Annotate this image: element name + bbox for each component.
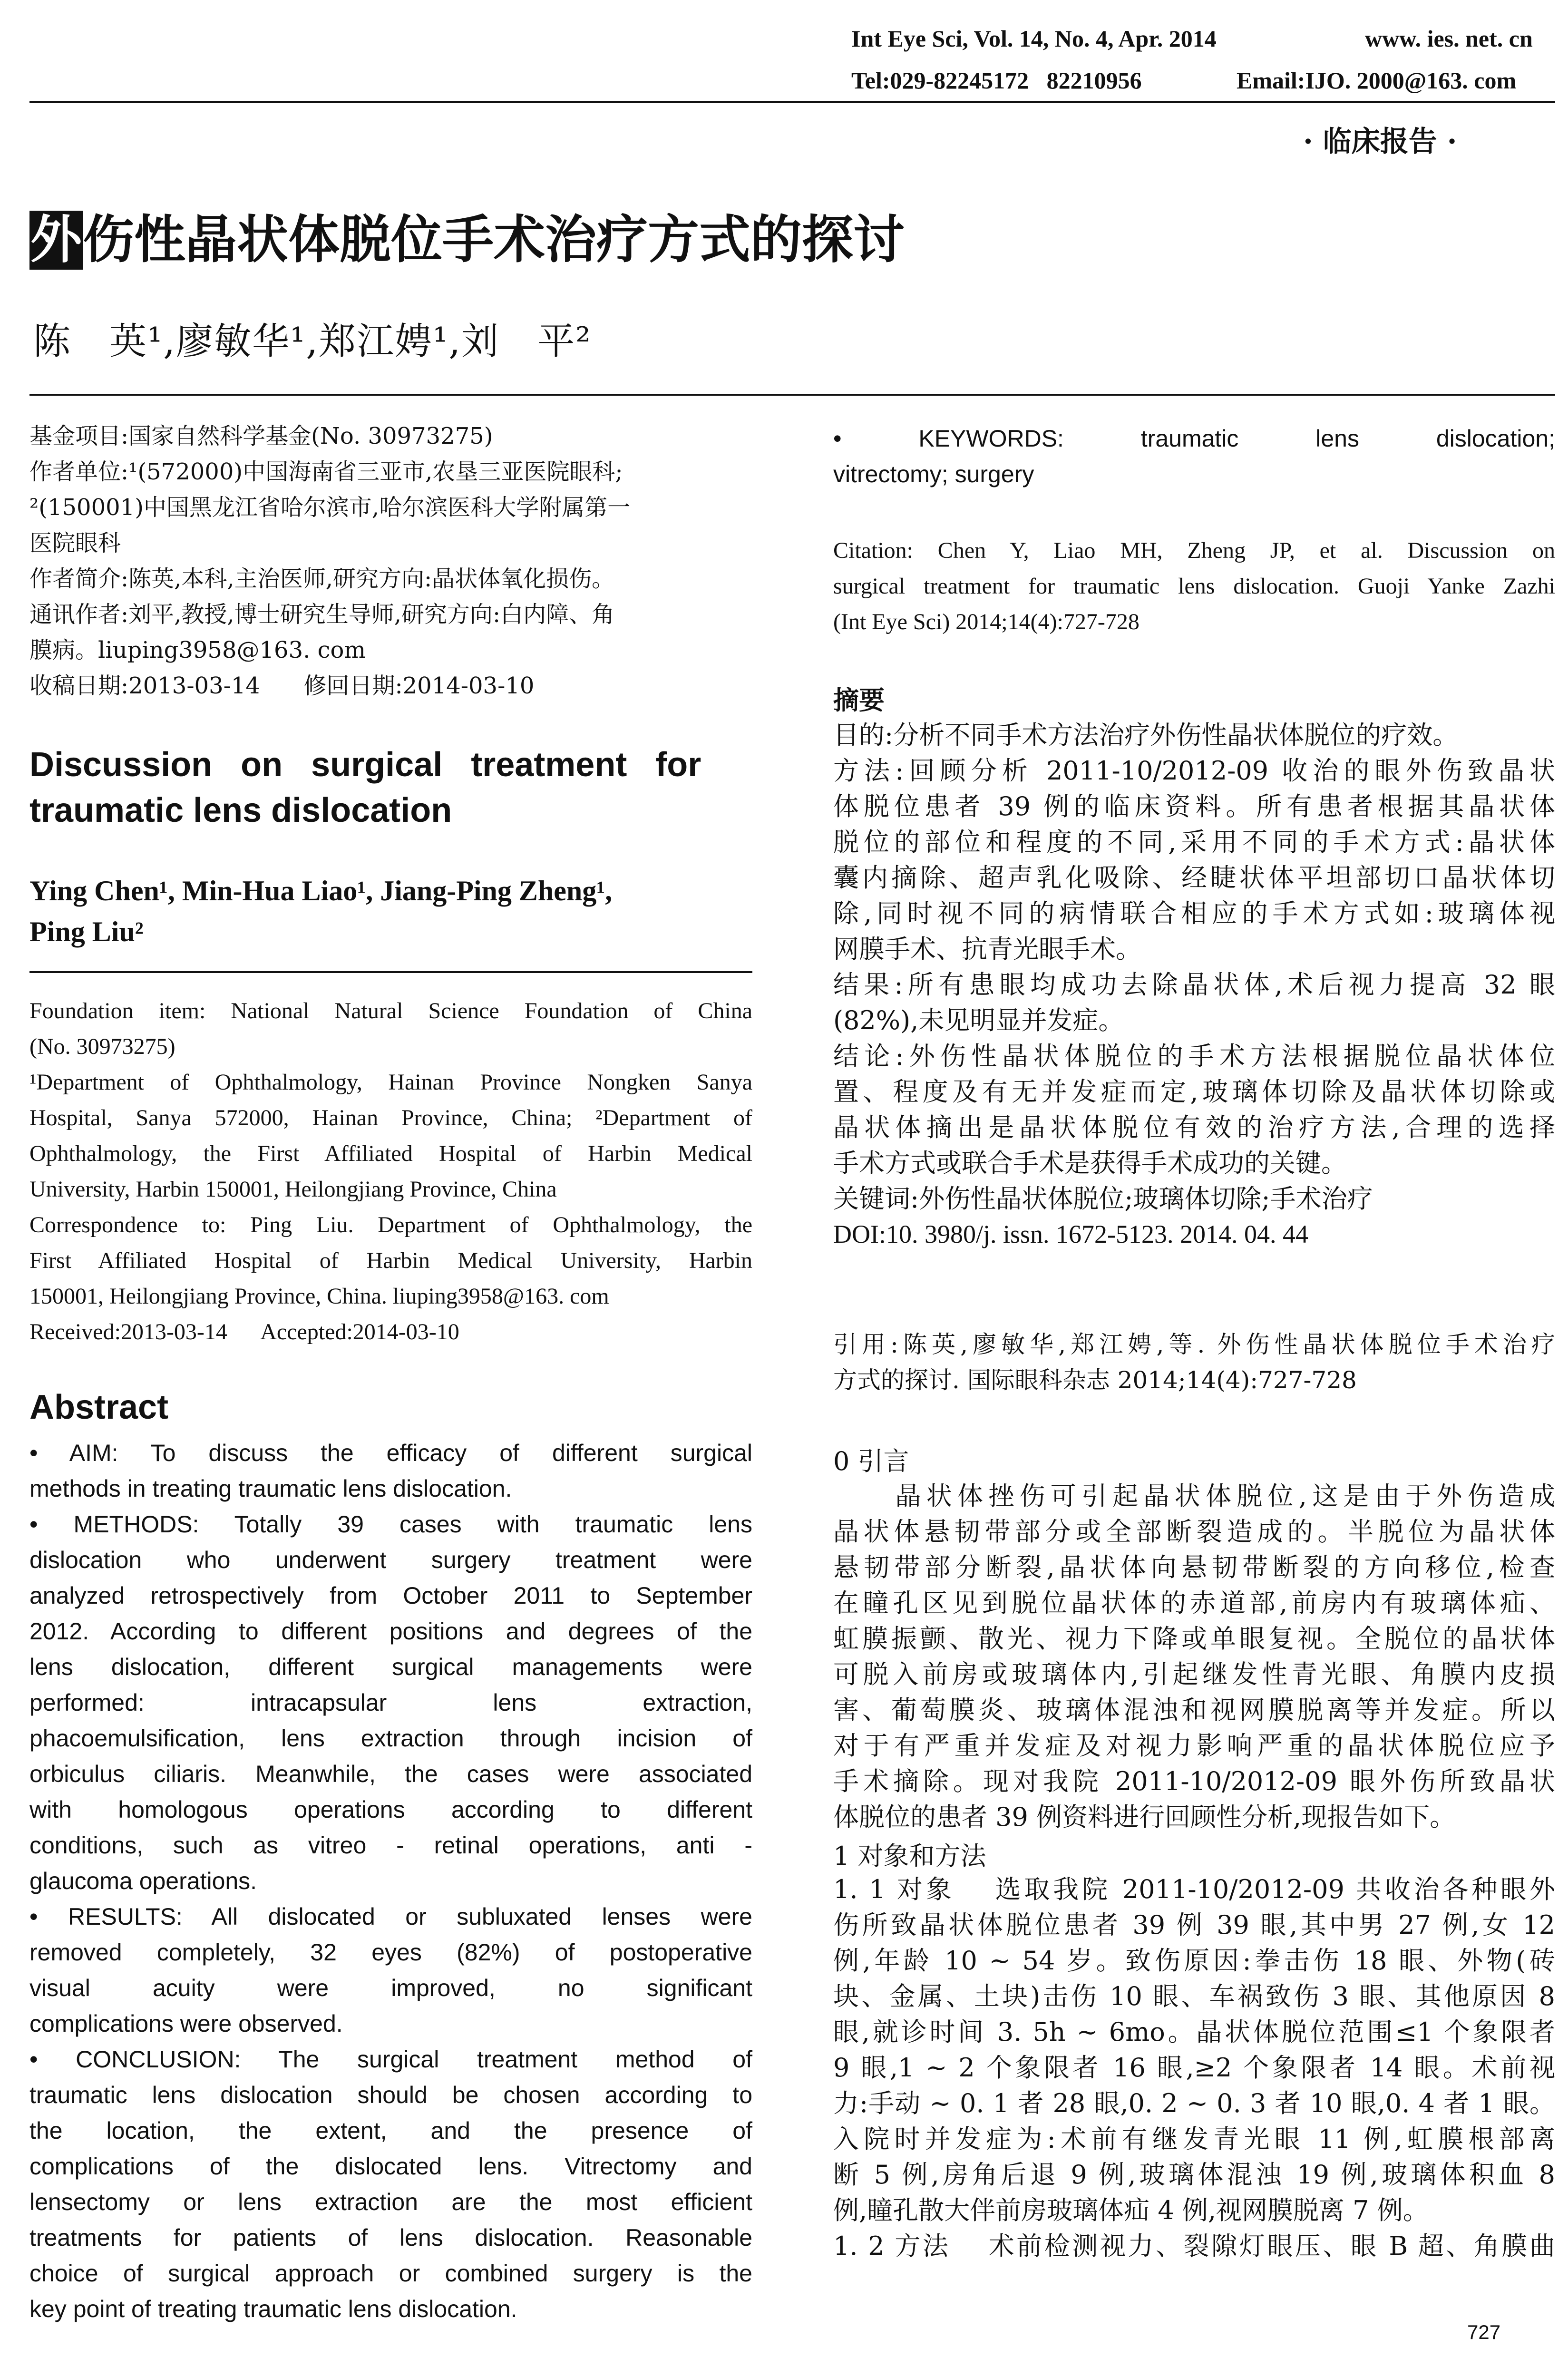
- cn-abstract-line: 脱位的部位和程度的不同,采用不同的手术方式:晶状体: [833, 827, 1555, 857]
- en-authors: [29, 870, 752, 952]
- citation-block: [833, 533, 1555, 640]
- cn-abstract-line: 手术方式或联合手术是获得手术成功的关键。: [833, 1148, 1347, 1178]
- journal-info: Int Eye Sci, Vol. 14, No. 4, Apr. 2014: [851, 25, 1217, 52]
- journal-tel: Tel:029-82245172 82210956: [851, 67, 1142, 94]
- page-number: 727: [1467, 2321, 1501, 2343]
- cn-citation-line: 方式的探讨. 国际眼科杂志 2014;14(4):727-728: [833, 1366, 1357, 1394]
- abstract-line: complications were observed.: [29, 2010, 343, 2037]
- methods-heading: 1 对象和方法: [833, 1841, 986, 1871]
- abstract-line: with homologous operations according to different: [29, 1796, 752, 1823]
- en-title-line-2: traumatic lens dislocation: [29, 791, 452, 829]
- correspondence-line: First Affiliated Hospital of Harbin Medical University, Harbin: [29, 1248, 752, 1273]
- methods-line: 9 眼,1 ~ 2 个象限者 16 眼,≥2 个象限者 14 眼。术前视: [833, 2053, 1555, 2083]
- intro-line: 晶状体悬韧带部分或全部断裂造成的。半脱位为晶状体: [833, 1517, 1555, 1547]
- intro-line: 对于有严重并发症及对视力影响严重的晶状体脱位应予: [833, 1731, 1555, 1761]
- abstract-line: phacoemulsification, lens extraction through incision of: [29, 1725, 752, 1752]
- header-rule: [29, 101, 1555, 103]
- meta-author-intro: 作者简介:陈英,本科,主治医师,研究方向:晶状体氧化损伤。: [29, 565, 615, 592]
- intro-line: 悬韧带部分断裂,晶状体向悬韧带断裂的方向移位,检查: [833, 1552, 1555, 1582]
- cn-abstract-heading: 摘要: [833, 685, 885, 715]
- intro-heading: 0 引言: [833, 1446, 909, 1476]
- abstract-line: conditions, such as vitreo - retinal operations, anti -: [29, 1832, 752, 1859]
- intro-line: 可脱入前房或玻璃体内,引起继发性青光眼、角膜内皮损: [833, 1659, 1555, 1689]
- intro-line: 体脱位的患者 39 例资料进行回顾性分析,现报告如下。: [833, 1802, 1456, 1832]
- meta-affiliation: 作者单位:¹(572000)中国海南省三亚市,农垦三亚医院眼科;: [29, 458, 623, 485]
- foundation-block: [29, 993, 752, 1350]
- authors-cn: 陈 英¹,廖敏华¹,郑江娉¹,刘 平²: [33, 320, 592, 363]
- foundation-line: University, Harbin 150001, Heilongjiang Province, China: [29, 1177, 557, 1202]
- correspondence-line: Correspondence to: Ping Liu. Department of Ophthalmology, the: [29, 1212, 752, 1237]
- abstract-body: [29, 1435, 752, 2327]
- meta-affiliation-3: 医院眼科: [29, 530, 121, 556]
- abstract-line: key point of treating traumatic lens dislocation.: [29, 2296, 517, 2322]
- cn-abstract-body: [833, 717, 1555, 1252]
- abstract-line: 2012. According to different positions and degrees of the: [29, 1618, 752, 1645]
- page-title: [29, 209, 905, 271]
- abstract-line: the location, the extent, and the presence of: [29, 2117, 752, 2144]
- abstract-line: analyzed retrospectively from October 2011 to September: [29, 1582, 752, 1609]
- cn-citation-line: 引用:陈英,廖敏华,郑江娉,等. 外伤性晶状体脱位手术治疗: [833, 1331, 1555, 1358]
- abstract-line: treatments for patients of lens dislocation. Reasonable: [29, 2224, 752, 2251]
- methods-line: 入院时并发症为:术前有继发青光眼 11 例,虹膜根部离: [833, 2124, 1555, 2154]
- intro-line: 虹膜振颤、散光、视力下降或单眼复视。全脱位的晶状体: [833, 1624, 1555, 1654]
- title-rule: [29, 394, 1555, 396]
- abstract-line: glaucoma operations.: [29, 1868, 257, 1894]
- methods-line: 例,瞳孔散大伴前房玻璃体疝 4 例,视网膜脱离 7 例。: [833, 2195, 1429, 2225]
- methods-line: 断 5 例,房角后退 9 例,玻璃体混浊 19 例,玻璃体积血 8: [833, 2160, 1555, 2190]
- abstract-line: performed: intracapsular lens extraction,: [29, 1689, 752, 1716]
- abstract-line: removed completely, 32 eyes (82%) of postoperative: [29, 1939, 752, 1966]
- methods-line: 1. 2 方法 术前检测视力、裂隙灯眼压、眼 B 超、角膜曲: [833, 2231, 1555, 2261]
- en-authors-rule: [29, 971, 752, 973]
- abstract-line: orbiculus ciliaris. Meanwhile, the cases were associated: [29, 1761, 752, 1787]
- intro-body: [833, 1478, 1555, 1835]
- citation-line: surgical treatment for traumatic lens dislocation. Guoji Yanke Zazhi: [833, 574, 1555, 599]
- cn-abstract-line: 关键词:外伤性晶状体脱位;玻璃体切除;手术治疗: [833, 1184, 1373, 1214]
- keywords-line: vitrectomy; surgery: [833, 461, 1034, 487]
- cn-abstract-line: 置、程度及有无并发症而定,玻璃体切除及晶状体切除或: [833, 1077, 1555, 1107]
- cn-abstract-line: 除,同时视不同的病情联合相应的手术方式如:玻璃体视: [833, 898, 1555, 928]
- methods-line: 伤所致晶状体脱位患者 39 例 39 眼,其中男 27 例,女 12: [833, 1910, 1555, 1940]
- en-title: [29, 742, 752, 833]
- cn-abstract-line: 体脱位患者 39 例的临床资料。所有患者根据其晶状体: [833, 791, 1555, 821]
- en-authors-line-2: Ping Liu²: [29, 916, 144, 947]
- meta-cn-block: [29, 419, 752, 704]
- methods-line: 例,年龄 10 ~ 54 岁。致伤原因:拳击伤 18 眼、外物(砖: [833, 1946, 1555, 1976]
- cn-abstract-line: 囊内摘除、超声乳化吸除、经睫状体平坦部切口晶状体切: [833, 863, 1555, 893]
- foundation-line: Foundation item: National Natural Science Foundation of China: [29, 998, 752, 1023]
- abstract-line: • CONCLUSION: The surgical treatment method of: [29, 2046, 752, 2073]
- intro-line: 手术摘除。现对我院 2011-10/2012-09 眼外伤所致晶状: [833, 1766, 1555, 1796]
- cn-abstract-doi: DOI:10. 3980/j. issn. 1672-5123. 2014. 04. 44: [833, 1220, 1308, 1248]
- title-first-char: 外: [30, 210, 82, 270]
- meta-correspondence-2: 膜病。liuping3958@163. com: [29, 637, 366, 663]
- title-text: 伤性晶状体脱位手术治疗方式的探讨: [83, 210, 905, 270]
- abstract-heading: Abstract: [29, 1388, 169, 1426]
- en-authors-line-1: Ying Chen¹, Min-Hua Liao¹, Jiang-Ping Zheng¹,: [29, 875, 613, 906]
- meta-dates: 收稿日期:2013-03-14 修回日期:2014-03-10: [29, 672, 535, 699]
- abstract-line: lens dislocation, different surgical managements were: [29, 1654, 752, 1680]
- abstract-line: • AIM: To discuss the efficacy of different surgical: [29, 1440, 752, 1466]
- meta-correspondence: 通讯作者:刘平,教授,博士研究生导师,研究方向:白内障、角: [29, 601, 615, 628]
- cn-abstract-line: 目的:分析不同手术方法治疗外伤性晶状体脱位的疗效。: [833, 720, 1459, 750]
- foundation-line: ¹Department of Ophthalmology, Hainan Province Nongken Sanya: [29, 1070, 752, 1095]
- cn-abstract-line: 结果:所有患眼均成功去除晶状体,术后视力提高 32 眼: [833, 970, 1555, 1000]
- abstract-line: • METHODS: Totally 39 cases with traumatic lens: [29, 1511, 752, 1538]
- intro-line: 晶状体挫伤可引起晶状体脱位,这是由于外伤造成: [833, 1481, 1555, 1511]
- meta-affiliation-2: ²(150001)中国黑龙江省哈尔滨市,哈尔滨医科大学附属第一: [29, 494, 631, 521]
- foundation-line: Ophthalmology, the First Affiliated Hospital of Harbin Medical: [29, 1141, 752, 1166]
- abstract-line: traumatic lens dislocation should be chosen according to: [29, 2082, 752, 2108]
- methods-body: [833, 1871, 1555, 2264]
- foundation-line: (No. 30973275): [29, 1034, 175, 1059]
- meta-funding: 基金项目:国家自然科学基金(No. 30973275): [29, 423, 493, 449]
- methods-line: 1. 1 对象 选取我院 2011-10/2012-09 共收治各种眼外: [833, 1874, 1555, 1904]
- cn-abstract-line: (82%),未见明显并发症。: [833, 1005, 1124, 1035]
- journal-email: Email:IJO. 2000@163. com: [1237, 67, 1517, 94]
- en-title-line-1: Discussion on surgical treatment for: [29, 746, 701, 784]
- keywords-line: • KEYWORDS: traumatic lens dislocation;: [833, 425, 1555, 452]
- abstract-line: lensectomy or lens extraction are the most efficient: [29, 2189, 752, 2215]
- cn-citation-block: [833, 1327, 1555, 1398]
- intro-line: 害、葡萄膜炎、玻璃体混浊和视网膜脱离等并发症。所以: [833, 1695, 1555, 1725]
- journal-website: www. ies. net. cn: [1365, 25, 1533, 52]
- abstract-line: dislocation who underwent surgery treatment were: [29, 1547, 752, 1573]
- methods-line: 眼,就诊时间 3. 5h ~ 6mo。晶状体脱位范围≤1 个象限者: [833, 2017, 1555, 2047]
- received-line: Received:2013-03-14 Accepted:2014-03-10: [29, 1319, 459, 1344]
- keywords-block: [833, 421, 1555, 492]
- abstract-line: methods in treating traumatic lens dislocation.: [29, 1475, 512, 1502]
- cn-abstract-line: 结论:外伤性晶状体脱位的手术方法根据脱位晶状体位: [833, 1041, 1555, 1071]
- methods-line: 块、金属、土块)击伤 10 眼、车祸致伤 3 眼、其他原因 8: [833, 1981, 1555, 2011]
- methods-line: 力:手动 ~ 0. 1 者 28 眼,0. 2 ~ 0. 3 者 10 眼,0. 4 者 1 眼。: [833, 2088, 1555, 2118]
- foundation-line: Hospital, Sanya 572000, Hainan Province, China; ²Department of: [29, 1105, 752, 1130]
- abstract-line: visual acuity were improved, no significant: [29, 1975, 752, 2001]
- abstract-line: • RESULTS: All dislocated or subluxated lenses were: [29, 1903, 752, 1930]
- cn-abstract-line: 方法:回顾分析 2011-10/2012-09 收治的眼外伤致晶状: [833, 756, 1555, 786]
- abstract-line: choice of surgical approach or combined surgery is the: [29, 2260, 752, 2287]
- citation-line: Citation: Chen Y, Liao MH, Zheng JP, et al. Discussion on: [833, 538, 1555, 563]
- cn-abstract-line: 晶状体摘出是晶状体脱位有效的治疗方法,合理的选择: [833, 1112, 1555, 1142]
- correspondence-line: 150001, Heilongjiang Province, China. liuping3958@163. com: [29, 1284, 609, 1309]
- citation-line: (Int Eye Sci) 2014;14(4):727-728: [833, 609, 1139, 634]
- abstract-line: complications of the dislocated lens. Vitrectomy and: [29, 2153, 752, 2180]
- cn-abstract-line: 网膜手术、抗青光眼手术。: [833, 934, 1141, 964]
- section-label: · 临床报告 ·: [1303, 125, 1457, 158]
- intro-line: 在瞳孔区见到脱位晶状体的赤道部,前房内有玻璃体疝、: [833, 1588, 1555, 1618]
